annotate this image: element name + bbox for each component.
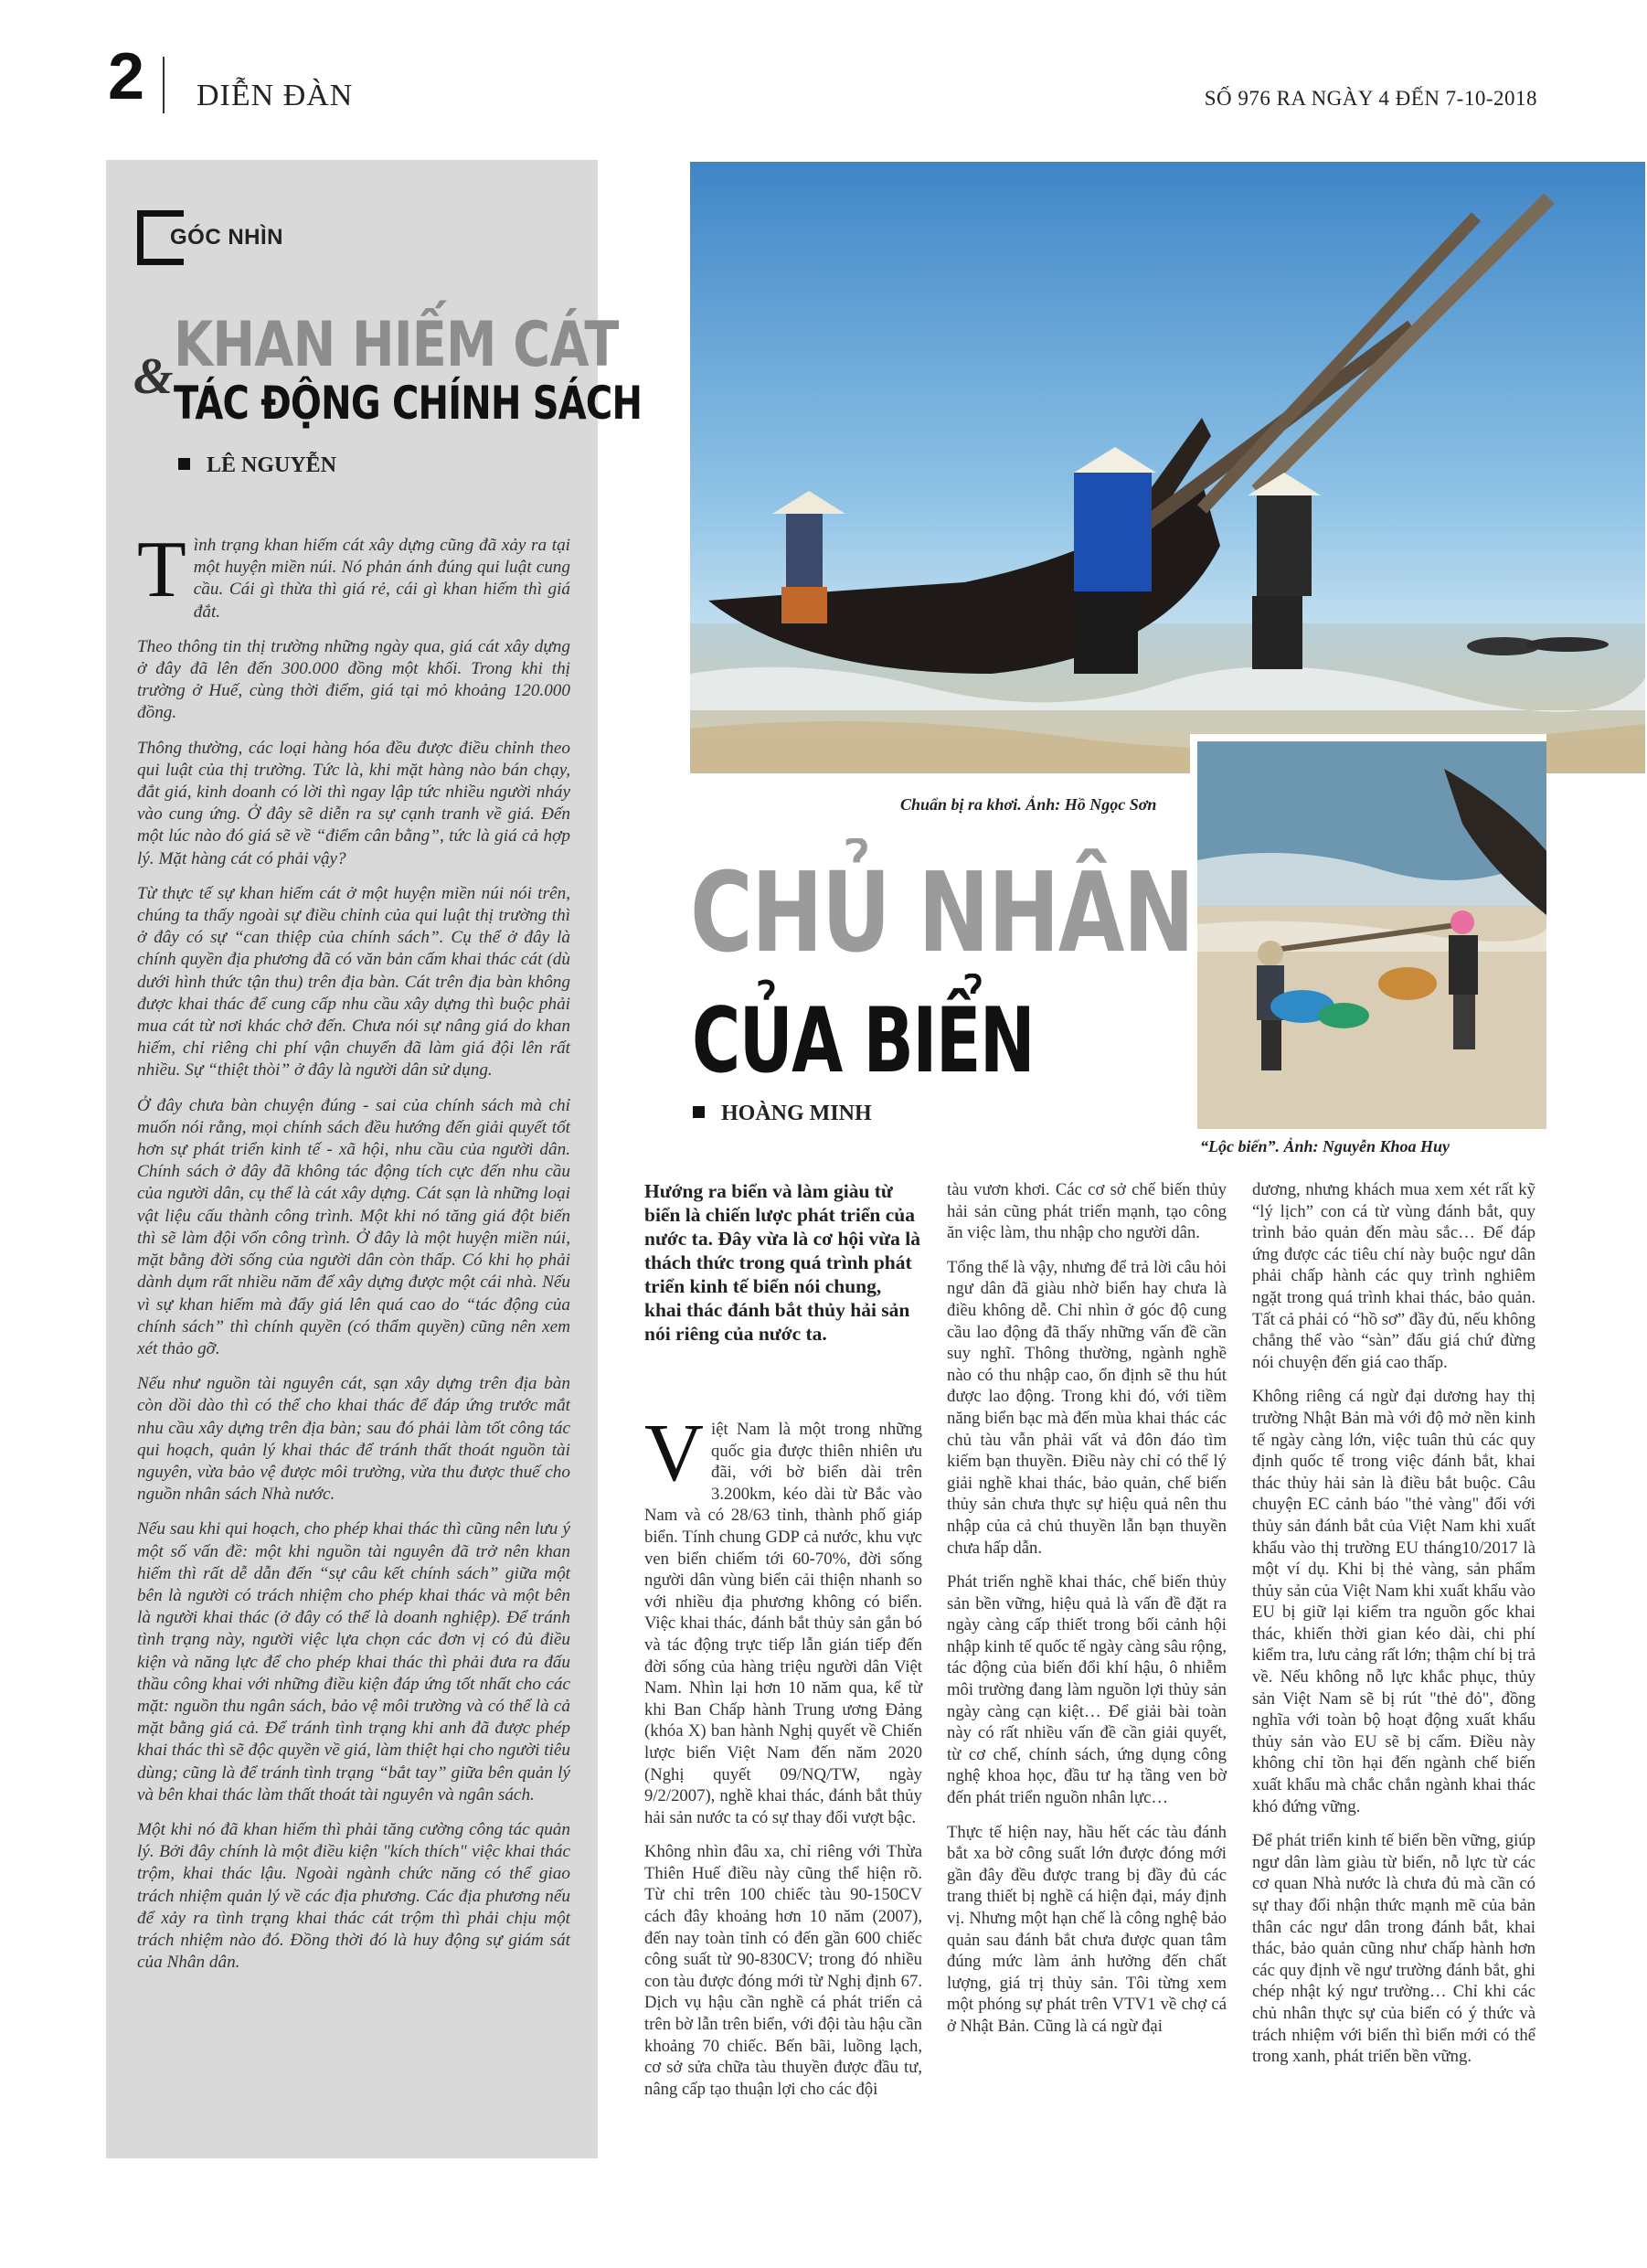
- photo-fishermen-boat: [690, 162, 1645, 773]
- opinion-paragraph: Nếu sau khi qui hoạch, cho phép khai thác thì cũng nên lưu ý một số vấn đề: một khi nguồn tài nguyên đã trở nên khan hiếm thì rất dễ dẫn đến “sự câu kết chính sách” giữa một bên là người có trách nhiệm cho phép khai thác và một bên là người khai thác (ở đây có thể là doanh nghiệp). Để tránh tình trạng này, người việc lựa chọn các đơn vị có đủ điều kiện và năng lực để cho phép khai thác thì phải đưa ra đấu thầu công khai với những điều kiện đáp ứng tốt nhất cho các mặt: nguồn thu ngân sách, bảo vệ môi trường và có thể là cả mặt bằng giá cả. Để tránh tình trạng khi anh đã được phép khai thác thì sẽ độc quyền về giá, làm thiệt hại cho người tiêu dùng; cũng là để tránh tình trạng “bắt tay” giữa bên quản lý và bên khai thác làm thất thoát tài nguyên và ngân sách.: [137, 1519, 570, 1805]
- feature-column-3: [1252, 1179, 1535, 2081]
- photo-beach-carriers-image: [1197, 741, 1546, 1129]
- feature-paragraph: dương, nhưng khách mua xem xét rất kỹ “lý lịch” con cá từ vùng đánh bắt, quy trình bảo quản đến màu sắc… Để đáp ứng được các tiêu chí này buộc ngư dân phải chấp hành các quy trình nghiêm ngặt trong quá trình khai thác, bảo quản. Tất cả phải có “hồ sơ” đầy đủ, nếu không chẳng thể vào “sàn” đấu giá chứ đừng nói chuyện đến giá cao thấp.: [1252, 1180, 1535, 1372]
- feature-lead: Hướng ra biển và làm giàu từ biển là chiến lược phát triển của nước ta. Đây vừa là cơ hội vừa là thách thức trong quá trình phát triển kinh tế biển nói chung, khai thác đánh bắt thủy hải sản nói riêng của nước ta.: [644, 1180, 920, 1345]
- opinion-paragraph: Một khi nó đã khan hiếm thì phải tăng cường công tác quản lý. Bởi đây chính là một điều kiện "kích thích" việc khai thác trộm, khai thác lậu. Ngoài ngành chức năng có thể giao trách nhiệm quản lý về các địa phương. Các địa phương nếu để xảy ra tình trạng khai thác cát trộm thì phải chịu một trách nhiệm nào đó. Đồng thời đó là huy động sự giám sát của Nhân dân.: [137, 1819, 570, 1973]
- page-number: 2: [108, 40, 145, 113]
- feature-paragraph: Việt Nam là một trong những quốc gia được thiên nhiên ưu đãi, với bờ biển dài trên 3.200km, kéo dài từ Bắc vào Nam và có 28/63 tỉnh, thành phố giáp biển. Tính chung GDP cả nước, khu vực ven biển chiếm tới 60-70%, đời sống người dân vùng biển cải thiện nhanh so với nhiều địa phương không có biển. Việc khai thác, đánh bắt thủy sản gắn bó và tác động trực tiếp lẫn gián tiếp đến đời sống của hàng triệu người dân Việt Nam. Nhìn lại hơn 10 năm qua, kể từ khi Ban Chấp hành Trung ương Đảng (khóa X) ban hành Nghị quyết về Chiến lược biển Việt Nam đến năm 2020 (Nghị quyết 09/NQ/TW, ngày 9/2/2007), nghề khai thác, đánh bắt thủy hải sản nước ta có sự thay đổi vượt bậc.: [644, 1408, 922, 1827]
- opinion-author-name: LÊ NGUYỄN: [207, 453, 337, 477]
- issue-info: SỐ 976 RA NGÀY 4 ĐẾN 7-10-2018: [1204, 87, 1537, 110]
- feature-title-line1: CHỦ NHÂN: [690, 850, 1194, 977]
- opinion-dropcap: T: [137, 526, 186, 614]
- opinion-paragraph: Thông thường, các loại hàng hóa đều được điều chỉnh theo qui luật của thị trường. Tức là, khi mặt hàng nào bán chạy, đắt giá, kinh doanh có lời thì ngay lập tức nhiều người nháy vào cung ứng. Ở đây sẽ diễn ra sự cạnh tranh về giá. Đến một lúc nào đó giá sẽ về “điểm cân bằng”, tức là giá cả hợp lý. Mặt hàng cát có phải vậy?: [137, 738, 570, 868]
- feature-paragraph: Không nhìn đâu xa, chỉ riêng với Thừa Thiên Huế điều này cũng thể hiện rõ. Từ chỉ trên 100 chiếc tàu 90-150CV cách đây khoảng hơn 10 năm (2007), đến nay toàn tỉnh có đến gần 600 chiếc công suất từ 90-830CV; trong đó nhiều con tàu được đóng mới từ Nghị định 67. Dịch vụ hậu cần nghề cá phát triển cả trên bờ lẫn trên biển, với đội tàu hậu cần khoảng 70 chiếc. Bến bãi, luồng lạch, cơ sở sửa chữa tàu thuyền được đầu tư, nâng cấp tạo thuận lợi cho các đội: [644, 1842, 922, 2099]
- feature-paragraph: Để phát triển kinh tế biển bền vững, giúp ngư dân làm giàu từ biển, nỗ lực từ các cơ quan Nhà nước là chưa đủ mà cần có sự thay đổi nhận thức mạnh mẽ của bản thân các ngư dân trong đánh bắt, khai thác, bảo quản cũng như chấp hành hơn các quy định về ngư trường đánh bắt, ghi chép nhật ký ngư trường… Chỉ khi các chủ nhân thực sự của biển có ý thức và trách nhiệm với biển thì biển mới có thể trong xanh, phát triển bền vững.: [1252, 1831, 1535, 2067]
- feature-paragraph: Không riêng cá ngừ đại dương hay thị trường Nhật Bản mà với độ mở nền kinh tế ngày càng lớn, việc tuân thủ các quy định quốc tế trong việc đánh bắt, khai thác thủy hải sản là điều bắt buộc. Câu chuyện EC cảnh báo "thẻ vàng" đối với thủy sản đánh bắt của Việt Nam khi xuất khẩu vào thị trường EU tháng10/2017 là một ví dụ. Khi bị thẻ vàng, sản phẩm thủy sản của Việt Nam khi xuất khẩu vào EU bị giữ lại kiểm tra nguồn gốc khai thác, khiến thời gian kéo dài, chi phí kiểm tra, lưu cảng rất lớn; thậm chí bị trả về. Nếu không nỗ lực khắc phục, thủy sản Việt Nam sẽ bị rút "thẻ đỏ", đồng nghĩa với toàn bộ hoạt động xuất khẩu thủy sản vào EU sẽ bị cấm. Điều này không chỉ tồn hại đến ngành chế biến xuất khẩu mà chắc chắn ngành khai thác khó đứng vững.: [1252, 1387, 1535, 1816]
- opinion-paragraph: Ở đây chưa bàn chuyện đúng - sai của chính sách mà chỉ muốn nói rằng, mọi chính sách đều hướng đến giải quyết tốt hơn sự phát triển kinh tế - xã hội, nhu cầu của người dân. Chính sách ở đây đã không tác động tích cực đến nhu cầu của người dân, cụ thể là cát xây dựng. Cát sạn là những loại vật liệu cấu thành công trình. Một khi nó tăng giá đột biến thì sẽ làm đội vốn công trình. Ở đây là một huyện miền núi, mặt bằng đời sống của người dân còn thấp. Có khi họ phải dành dụm rất nhiều năm để xây dựng được một cái nhà. Nếu vì sự khan hiếm mà đẩy giá lên quá cao do “tác động của chính sách” thì chính quyền (có thẩm quyền) cũng nên xem xét thảo gỡ.: [137, 1095, 570, 1358]
- section-name: DIỄN ĐÀN: [197, 79, 354, 112]
- feature-paragraph: Phát triển nghề khai thác, chế biến thủy sản bền vững, hiệu quả là vấn đề đặt ra ngày càng cấp thiết trong bối cảnh hội nhập kinh tế quốc tế ngày càng sâu rộng, tác động của biến đổi khí hậu, ô nhiễm môi trường đang làm nguồn lợi thủy sản ngày càng cạn kiệt… Để giải bài toàn này có rất nhiều vấn đề cần giải quyết, từ cơ chế, chính sách, ứng dụng công nghệ khoa học, đầu tư hạ tầng ven bờ đến phát triển nguồn nhân lực…: [947, 1572, 1227, 1808]
- feature-paragraph: tàu vươn khơi. Các cơ sở chế biến thủy hải sản cũng phát triển mạnh, tạo công ăn việc làm, thu nhập cho người dân.: [947, 1180, 1227, 1243]
- bullet-icon: [178, 458, 190, 470]
- header-divider: [163, 57, 165, 113]
- photo-second-caption: “Lộc biển”. Ảnh: Nguyễn Khoa Huy: [1200, 1137, 1450, 1155]
- opinion-title-line2: TÁC ĐỘNG CHÍNH SÁCH: [174, 377, 643, 430]
- bullet-icon: [693, 1106, 705, 1118]
- feature-paragraph: Thực tế hiện nay, hầu hết các tàu đánh bắt xa bờ công suất lớn được đóng mới gần đây đều được trang bị đầy đủ các trang thiết bị nghề cá hiện đại, máy định vị. Nhưng một hạn chế là công nghệ bảo quản sau đánh bắt chưa được quan tâm đúng mức làm ảnh hưởng đến chất lượng, giá trị thủy sản. Tôi từng xem một phóng sự phát trên VTV1 về chợ cá ở Nhật Bản. Cũng là cá ngừ đại: [947, 1822, 1227, 2036]
- feature-author-name: HOÀNG MINH: [721, 1102, 872, 1125]
- opinion-paragraph: Theo thông tin thị trường những ngày qua, giá cát xây dựng ở đây đã lên đến 300.000 đồng một khối. Trong khi thị trường ở Huế, cùng thời điểm, giá tại mỏ khoảng 120.000 đồng.: [137, 636, 570, 723]
- opinion-paragraph: Tình trạng khan hiếm cát xây dựng cũng đã xảy ra tại một huyện miền núi. Nó phản ánh đúng qui luật cung cầu. Cái gì thừa thì giá rẻ, cái gì khan hiếm thì giá đắt.: [137, 526, 570, 622]
- opinion-author: [178, 453, 336, 478]
- opinion-title-line1: KHAN HIẾM CÁT: [174, 309, 619, 381]
- photo-beach-carriers: [1190, 734, 1546, 1129]
- feature-column-2: [947, 1179, 1227, 2050]
- opinion-body: [137, 526, 570, 1986]
- opinion-paragraph: Nếu như nguồn tài nguyên cát, sạn xây dựng trên địa bàn còn dồi dào thì có thể cho khai thác để đáp ứng trước mắt nhu cầu xây dựng trên địa bàn; sau đó phải làm tốt công tác qui hoạch, quản lý khai thác để tránh thất thoát nguồn tài nguyên, vừa bảo vệ được môi trường, vừa thu được thuế cho nguồn nhân sách Nhà nước.: [137, 1374, 570, 1505]
- feature-author: [693, 1102, 872, 1126]
- feature-dropcap: V: [644, 1408, 704, 1498]
- photo-main-caption: Chuẩn bị ra khơi. Ảnh: Hồ Ngọc Sơn: [900, 795, 1157, 814]
- column-label: GÓC NHÌN: [170, 225, 283, 250]
- opinion-paragraph: Từ thực tế sự khan hiếm cát ở một huyện miền núi nói trên, chúng ta thấy ngoài sự điều chỉnh của qui luật thị trường thì ở đây có sự “can thiệp của chính sách”. Cụ thể ở đây là chính quyền địa phương đã có văn bản cấm khai thác cát (dù dưới hình thức tận thu) trên địa bàn. Cát trên địa bàn không được khai thác để cung cấp nhu cầu xây dựng thì buộc phải mua cát từ nơi khác chở đến. Chưa nói sự nâng giá do khan hiếm, chỉ riêng chi phí vận chuyển đã làm giá đội lên rất nhiều. Sự “thiệt thòi” ở đây là người dân sử dụng.: [137, 883, 570, 1081]
- photo-fishermen-boat-image: [690, 162, 1645, 773]
- feature-title-line2: CỦA BIỂN: [692, 989, 1035, 1093]
- feature-paragraph: Tổng thể là vậy, nhưng để trả lời câu hỏi ngư dân đã giàu nhờ biển hay chưa là điều không dễ. Chỉ nhìn ở góc độ cung cầu lao động đã thấy những vấn đề cần suy nghĩ. Thông thường, ngành nghề nào có thu nhập cao, ổn định sẽ thu hút được lao động. Trong khi đó, với tiềm năng biển bạc mà đến mùa khai thác các chủ tàu vẫn phải vất vả đôn đáo tìm kiếm bạn thuyền. Điều này chỉ có thể lý giải nghề khai thác, bảo quản, chế biến thủy sản chưa thực sự hiệu quả nên thu nhập của cả chủ thuyền lẫn bạn thuyền chưa hấp dẫn.: [947, 1257, 1227, 1558]
- opinion-ampersand: &: [133, 348, 174, 405]
- feature-column-1: [644, 1408, 922, 2113]
